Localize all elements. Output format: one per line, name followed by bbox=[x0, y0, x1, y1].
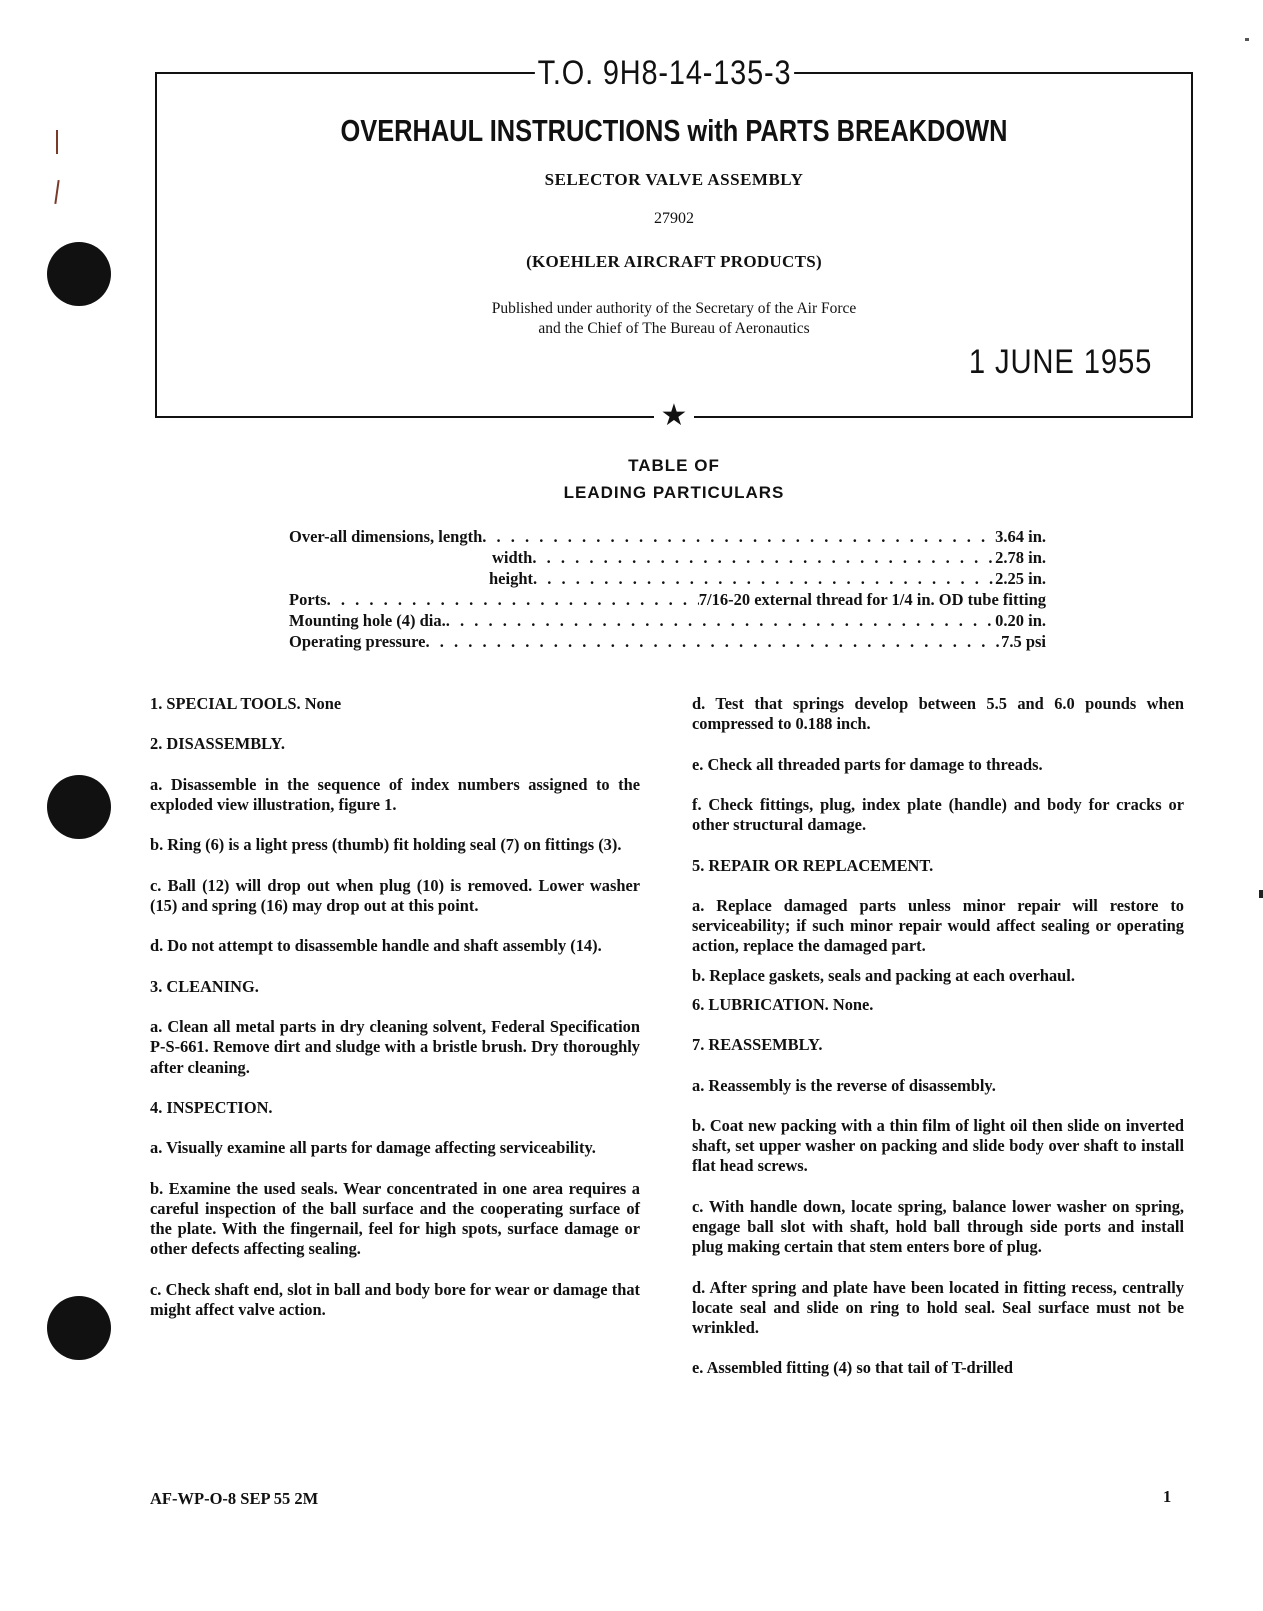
margin-mark bbox=[56, 130, 58, 154]
paragraph: b. Ring (6) is a light press (thumb) fit holding seal (7) on fittings (3). bbox=[150, 835, 622, 855]
paragraph: f. Check fittings, plug, index plate (handle) and body for cracks or other structural damage. bbox=[692, 794, 1184, 835]
authority-line-1: Published under authority of the Secretary of the Air Force bbox=[491, 300, 857, 317]
edge-mark bbox=[1259, 890, 1263, 898]
paragraph: a. Reassembly is the reverse of disassembly. bbox=[692, 1075, 996, 1095]
leader-dots bbox=[482, 527, 995, 547]
paragraph: c. Check shaft end, slot in ball and body bore for wear or damage that might affect valve action. bbox=[150, 1279, 640, 1319]
particulars-row bbox=[289, 569, 1046, 589]
right-column bbox=[692, 694, 1184, 1399]
leading-particulars-title-1: TABLE OF bbox=[628, 456, 720, 475]
edge-mark bbox=[1245, 38, 1249, 41]
leader-dots bbox=[446, 611, 995, 631]
leader-dots bbox=[533, 569, 995, 589]
particulars-row bbox=[289, 632, 1046, 652]
particulars-row bbox=[289, 611, 1046, 631]
section-heading: 6. LUBRICATION. None. bbox=[692, 994, 874, 1014]
paragraph: d. Do not attempt to disassemble handle and shaft assembly (14). bbox=[150, 936, 602, 956]
part-number: 27902 bbox=[654, 210, 694, 227]
particulars-value: 3.64 in. bbox=[995, 527, 1046, 546]
paragraph: e. Assembled fitting (4) so that tail of T-drilled bbox=[692, 1358, 1013, 1378]
paragraph: a. Replace damaged parts unless minor repair will restore to serviceability; if such minor repair would affect sealing or operating action, replace the damaged part. bbox=[692, 895, 1184, 956]
document-subtitle: SELECTOR VALVE ASSEMBLY bbox=[544, 170, 804, 189]
paragraph: a. Disassemble in the sequence of index numbers assigned to the exploded view illustration, figure 1. bbox=[150, 774, 640, 814]
document-title: OVERHAUL INSTRUCTIONS with PARTS BREAKDOWN bbox=[340, 113, 1008, 148]
particulars-label: Operating pressure bbox=[289, 632, 426, 651]
particulars-value: 2.78 in. bbox=[995, 548, 1046, 567]
to-number: T.O. 9H8-14-135-3 bbox=[535, 54, 794, 93]
particulars-row bbox=[289, 590, 1046, 610]
paragraph: a. Visually examine all parts for damage affecting serviceability. bbox=[150, 1138, 596, 1158]
section-heading: 4. INSPECTION. bbox=[150, 1097, 273, 1117]
punch-hole bbox=[47, 775, 111, 839]
punch-hole bbox=[47, 1296, 111, 1360]
section-heading: 3. CLEANING. bbox=[150, 976, 259, 996]
particulars-value: 2.25 in. bbox=[995, 569, 1046, 588]
paragraph: b. Replace gaskets, seals and packing at each overhaul. bbox=[692, 965, 1075, 985]
left-column bbox=[150, 694, 640, 1340]
particulars-value: 7/16-20 external thread for 1/4 in. OD tube fitting bbox=[698, 590, 1046, 609]
paragraph: c. Ball (12) will drop out when plug (10) is removed. Lower washer (15) and spring (16) may drop out at this point. bbox=[150, 875, 640, 915]
paragraph: a. Clean all metal parts in dry cleaning solvent, Federal Specification P-S-661. Remove dirt and sludge with a bristle brush. Dry thoroughly after cleaning. bbox=[150, 1017, 640, 1077]
authority-line-2: and the Chief of The Bureau of Aeronautics bbox=[538, 320, 810, 337]
particulars-value: 0.20 in. bbox=[995, 611, 1046, 630]
particulars-label: width bbox=[492, 548, 533, 567]
page-number: 1 bbox=[1163, 1487, 1172, 1506]
particulars-label: Mounting hole (4) dia. bbox=[289, 611, 446, 630]
particulars-row bbox=[289, 548, 1046, 568]
margin-mark bbox=[54, 180, 59, 204]
particulars-row bbox=[289, 527, 1046, 547]
leader-dots bbox=[532, 548, 995, 568]
publication-date: 1 JUNE 1955 bbox=[968, 343, 1152, 381]
manufacturer: (KOEHLER AIRCRAFT PRODUCTS) bbox=[526, 252, 822, 271]
section-heading: 1. SPECIAL TOOLS. None bbox=[150, 694, 342, 713]
section-heading: 7. REASSEMBLY. bbox=[692, 1035, 823, 1055]
particulars-label: Ports bbox=[289, 590, 327, 609]
form-code: AF-WP-O-8 SEP 55 2M bbox=[150, 1489, 319, 1508]
paragraph: e. Check all threaded parts for damage to threads. bbox=[692, 754, 1043, 774]
particulars-value: 7.5 psi bbox=[1001, 632, 1046, 651]
authority-statement bbox=[155, 299, 1193, 339]
particulars-label: height bbox=[489, 569, 534, 588]
punch-hole bbox=[47, 242, 111, 306]
paragraph: d. Test that springs develop between 5.5 and 6.0 pounds when compressed to 0.188 inch. bbox=[692, 694, 1184, 734]
leader-dots bbox=[425, 632, 1001, 652]
particulars-label: Over-all dimensions, length bbox=[289, 527, 483, 546]
paragraph: b. Coat new packing with a thin film of light oil then slide on inverted shaft, set upper washer on packing and slide body over shaft to install flat head screws. bbox=[692, 1115, 1184, 1176]
paragraph: b. Examine the used seals. Wear concentrated in one area requires a careful inspection of the ball surface and the cooperating surface of the plate. With the fingernail, feel for high spots, surface damage or other defects affecting sealing. bbox=[150, 1178, 640, 1259]
section-heading: 5. REPAIR OR REPLACEMENT. bbox=[692, 855, 934, 875]
paragraph: d. After spring and plate have been located in fitting recess, centrally locate seal and slide on ring to hold seal. Seal surface must not be wrinkled. bbox=[692, 1277, 1184, 1337]
section-heading: 2. DISASSEMBLY. bbox=[150, 734, 285, 754]
leader-dots bbox=[327, 590, 699, 610]
paragraph: c. With handle down, locate spring, balance lower washer on spring, engage ball slot with shaft, hold ball through side ports and install plug making certain that stem enters bore of plug. bbox=[692, 1196, 1184, 1257]
star-icon: ★ bbox=[654, 397, 694, 435]
leading-particulars-title-2: LEADING PARTICULARS bbox=[563, 483, 785, 502]
